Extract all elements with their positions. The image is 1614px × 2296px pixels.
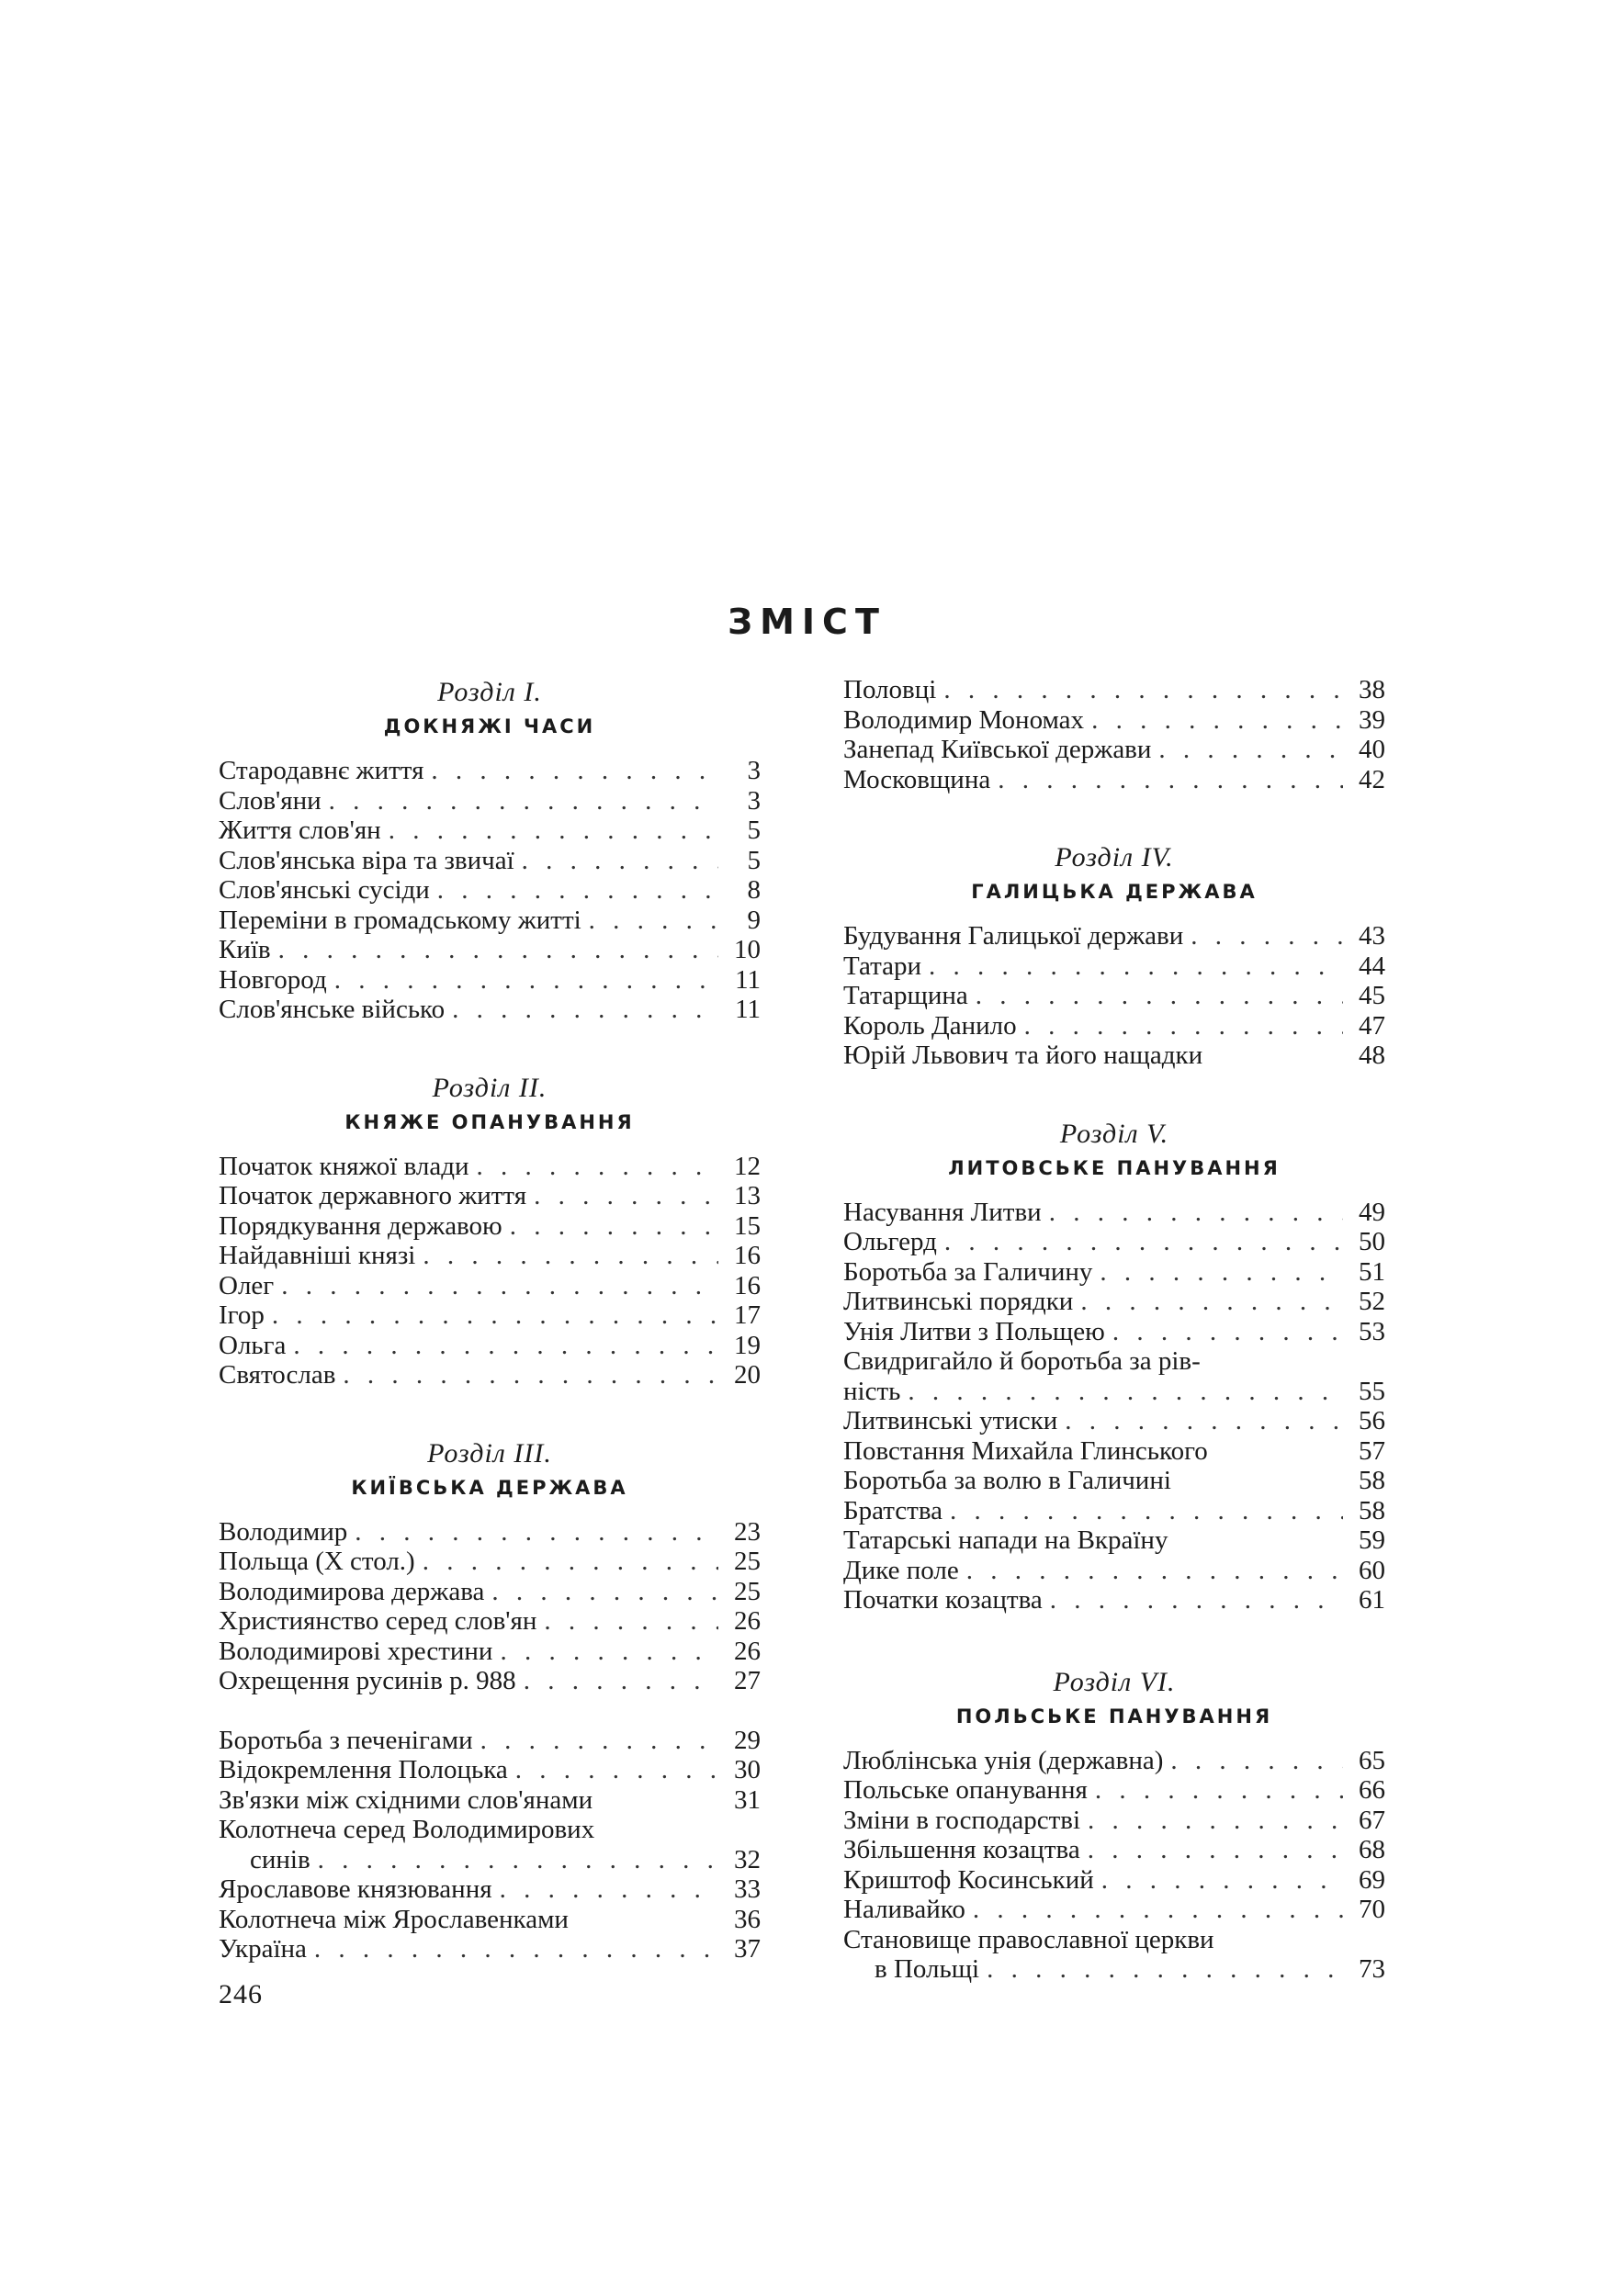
toc-entry-page: 25 xyxy=(734,1547,761,1576)
toc-entry-title: Боротьба за волю в Галичині xyxy=(843,1466,1171,1495)
dot-leader xyxy=(515,1755,718,1785)
toc-entry-page: 33 xyxy=(734,1874,761,1904)
toc-entry-page: 29 xyxy=(734,1725,761,1755)
toc-entry-title: Християнство серед слов'ян xyxy=(219,1606,537,1636)
toc-entry-title: Ігор xyxy=(219,1300,265,1330)
page-number: 246 xyxy=(219,1979,263,2009)
dot-leader xyxy=(998,765,1343,795)
toc-entry[interactable] xyxy=(219,1211,761,1242)
toc-entry-page: 37 xyxy=(734,1934,761,1964)
toc-entry[interactable] xyxy=(219,1300,761,1331)
toc-entry-continuation[interactable] xyxy=(219,1845,761,1875)
toc-entry[interactable] xyxy=(219,965,761,996)
dot-leader xyxy=(491,1577,718,1607)
toc-entry[interactable] xyxy=(843,951,1385,982)
section-3-entries-continued xyxy=(219,1726,761,1964)
toc-entry[interactable] xyxy=(843,921,1385,951)
dot-leader xyxy=(437,875,718,906)
toc-entry-title: Люблінська унія (державна) xyxy=(843,1745,1164,1775)
toc-entry-page: 53 xyxy=(1359,1316,1385,1346)
toc-entry[interactable] xyxy=(843,1806,1385,1836)
section-title: КНЯЖЕ ОПАНУВАННЯ xyxy=(344,1110,635,1133)
dot-leader xyxy=(500,1637,718,1667)
section-1-header xyxy=(219,675,761,743)
dot-leader xyxy=(1158,735,1343,765)
toc-entry-title: Колотнеча серед Володимирових xyxy=(219,1815,595,1844)
dot-leader xyxy=(1049,1198,1343,1228)
toc-entry[interactable] xyxy=(219,1547,761,1577)
toc-entry[interactable] xyxy=(219,1934,761,1964)
toc-entry-page: 16 xyxy=(734,1241,761,1270)
toc-entry-page: 70 xyxy=(1359,1895,1385,1924)
toc-entry[interactable] xyxy=(843,675,1385,705)
toc-entry-title: Боротьба за Галичину xyxy=(843,1256,1093,1287)
toc-entry-title: Боротьба з печенігами xyxy=(219,1725,473,1755)
section-label: Розділ IV. xyxy=(1055,842,1174,872)
section-title: ЛИТОВСЬКЕ ПАНУВАННЯ xyxy=(948,1156,1281,1179)
section-6-entries xyxy=(843,1746,1385,1985)
dot-leader xyxy=(950,1496,1343,1526)
dot-leader xyxy=(1088,1806,1343,1836)
dot-leader xyxy=(314,1934,718,1964)
toc-entry-page: 25 xyxy=(734,1576,761,1606)
toc-entry-title: Юрій Львович та його нащадки xyxy=(843,1041,1203,1070)
toc-entry-title: Початок державного життя xyxy=(219,1181,527,1210)
toc-entry-title: Володимирова держава xyxy=(219,1576,485,1606)
toc-entry-title: Початок княжої влади xyxy=(219,1151,469,1181)
toc-entry[interactable] xyxy=(219,1271,761,1301)
toc-entry-page: 58 xyxy=(1359,1466,1385,1495)
toc-entry[interactable] xyxy=(219,1152,761,1182)
dot-leader xyxy=(908,1377,1343,1407)
toc-entry[interactable] xyxy=(219,846,761,876)
toc-entry[interactable] xyxy=(843,1346,1385,1377)
toc-entry-title: в Польщі xyxy=(875,1954,980,1984)
section-title: ГАЛИЦЬКА ДЕРЖАВА xyxy=(971,881,1258,903)
toc-entry-page: 73 xyxy=(1359,1954,1385,1984)
toc-entry-title: Володимирові хрестини xyxy=(219,1636,493,1666)
toc-entry-title: Татарські напади на Вкраїну xyxy=(843,1525,1168,1555)
dot-leader xyxy=(281,1271,718,1301)
dot-leader xyxy=(355,1517,718,1548)
toc-entry-title: Король Данило xyxy=(843,1010,1017,1041)
toc-entry-title: Колотнеча між Ярославенками xyxy=(219,1904,569,1934)
toc-entry-title: Охрещення русинів р. 988 xyxy=(219,1666,516,1695)
toc-entry-title: ність xyxy=(843,1376,901,1406)
toc-entry-page: 3 xyxy=(747,756,761,785)
dot-leader xyxy=(589,906,718,936)
spacer xyxy=(219,1696,761,1726)
spacer xyxy=(843,1615,1385,1665)
toc-entry[interactable] xyxy=(843,1198,1385,1228)
toc-entry[interactable] xyxy=(219,1666,761,1696)
dot-leader xyxy=(1065,1406,1343,1436)
toc-entry-page: 16 xyxy=(734,1270,761,1300)
toc-entry-page: 9 xyxy=(747,905,761,935)
toc-entry-page: 27 xyxy=(734,1666,761,1695)
dot-leader xyxy=(943,675,1343,705)
dot-leader xyxy=(534,1181,718,1211)
dot-leader xyxy=(522,846,718,876)
toc-entry-page: 40 xyxy=(1359,735,1385,764)
toc-entry-title: Повстання Михайла Глинського xyxy=(843,1435,1208,1466)
toc-entry-title: Слов'яни xyxy=(219,785,322,816)
toc-entry-title: Насування Литви xyxy=(843,1197,1042,1227)
toc-entry-page: 57 xyxy=(1359,1435,1385,1466)
dot-leader xyxy=(944,1227,1343,1257)
toc-entry[interactable] xyxy=(219,1606,761,1637)
dot-leader xyxy=(1101,1865,1343,1896)
toc-entry-page: 67 xyxy=(1359,1805,1385,1835)
toc-entry[interactable] xyxy=(219,1637,761,1667)
toc-entry[interactable] xyxy=(843,1746,1385,1776)
dot-leader xyxy=(477,1152,718,1182)
toc-entry-page: 51 xyxy=(1359,1256,1385,1287)
dot-leader xyxy=(973,1895,1343,1925)
dot-leader xyxy=(423,1547,718,1577)
toc-entry-title: Литвинські утиски xyxy=(843,1406,1058,1435)
toc-entry-page: 44 xyxy=(1359,951,1385,981)
toc-entry-title: Будування Галицької держави xyxy=(843,921,1184,951)
dot-leader xyxy=(423,1241,718,1271)
toc-entry[interactable] xyxy=(843,1257,1385,1288)
toc-entry-title: Братства xyxy=(843,1495,943,1525)
toc-entry-page: 52 xyxy=(1359,1287,1385,1316)
toc-entry-page: 50 xyxy=(1359,1227,1385,1256)
toc-entry-title: Початки козацтва xyxy=(843,1585,1043,1615)
toc-entry-continuation[interactable] xyxy=(843,1377,1385,1407)
section-6-header xyxy=(843,1665,1385,1733)
toc-entry-page: 26 xyxy=(734,1636,761,1666)
toc-entry-title: Олег xyxy=(219,1270,275,1300)
section-2-entries xyxy=(219,1152,761,1390)
dot-leader xyxy=(293,1331,718,1361)
toc-entry[interactable] xyxy=(843,981,1385,1011)
spacer xyxy=(843,1071,1385,1117)
toc-entry[interactable] xyxy=(219,906,761,936)
toc-entry-page: 13 xyxy=(734,1181,761,1210)
toc-entry[interactable] xyxy=(843,705,1385,736)
section-4-header xyxy=(843,840,1385,908)
toc-entry[interactable] xyxy=(219,1755,761,1785)
toc-entry-page: 68 xyxy=(1359,1835,1385,1864)
toc-entry[interactable] xyxy=(219,1874,761,1905)
toc-entry-page: 5 xyxy=(747,845,761,875)
toc-entry[interactable] xyxy=(843,1287,1385,1317)
toc-entry-page: 56 xyxy=(1359,1406,1385,1435)
toc-entry[interactable] xyxy=(219,1577,761,1607)
section-label: Розділ V. xyxy=(1059,1118,1169,1149)
dot-leader xyxy=(1024,1011,1343,1041)
toc-entry-page: 23 xyxy=(734,1516,761,1547)
dot-leader xyxy=(452,995,718,1025)
toc-entry-title: Ольгерд xyxy=(843,1227,937,1256)
toc-entry-title: Найдавніші князі xyxy=(219,1241,416,1270)
toc-entry[interactable] xyxy=(219,816,761,846)
section-label: Розділ I. xyxy=(437,677,542,707)
toc-entry[interactable] xyxy=(843,1525,1385,1556)
toc-entry-title: Україна xyxy=(219,1934,307,1964)
toc-entry[interactable] xyxy=(843,1406,1385,1436)
toc-entry-page: 58 xyxy=(1359,1495,1385,1525)
section-title: ДОКНЯЖІ ЧАСИ xyxy=(383,715,596,737)
toc-entry[interactable] xyxy=(219,1726,761,1756)
toc-entry-title: синів xyxy=(250,1844,310,1874)
dot-leader xyxy=(329,786,718,816)
toc-entry-title: Польське опанування xyxy=(843,1775,1088,1805)
toc-entry-page: 60 xyxy=(1359,1555,1385,1585)
spacer xyxy=(219,1025,761,1071)
toc-entry-page: 69 xyxy=(1359,1864,1385,1895)
toc-entry[interactable] xyxy=(219,1181,761,1211)
toc-entry[interactable] xyxy=(843,1011,1385,1041)
section-5-entries xyxy=(843,1198,1385,1615)
toc-entry[interactable] xyxy=(843,1496,1385,1526)
dot-leader xyxy=(343,1360,718,1390)
toc-entry-page: 47 xyxy=(1359,1010,1385,1041)
dot-leader xyxy=(318,1845,718,1875)
section-1-entries xyxy=(219,756,761,1025)
toc-entry[interactable] xyxy=(219,875,761,906)
toc-entry-page: 12 xyxy=(734,1151,761,1181)
dot-leader xyxy=(929,951,1343,982)
toc-entry[interactable] xyxy=(843,1466,1385,1496)
toc-entry[interactable] xyxy=(219,1785,761,1816)
toc-entry-page: 5 xyxy=(747,816,761,845)
toc-entry-page: 48 xyxy=(1359,1041,1385,1070)
toc-entry-title: Татари xyxy=(843,951,922,981)
spacer xyxy=(219,1390,761,1436)
toc-entry-page: 55 xyxy=(1359,1376,1385,1406)
section-4-entries xyxy=(843,921,1385,1071)
toc-entry-title: Ольга xyxy=(219,1330,287,1360)
toc-entry-page: 11 xyxy=(735,964,761,995)
toc-entry-page: 15 xyxy=(734,1210,761,1241)
toc-entry-title: Зв'язки між східними слов'янами xyxy=(219,1784,593,1815)
toc-entry-title: Польща (X стол.) xyxy=(219,1547,415,1576)
dot-leader xyxy=(480,1726,718,1756)
dot-leader xyxy=(1080,1287,1343,1317)
toc-entry-page: 30 xyxy=(734,1755,761,1784)
section-5-header xyxy=(843,1117,1385,1185)
toc-entry[interactable] xyxy=(843,1895,1385,1925)
toc-entry[interactable] xyxy=(843,1585,1385,1615)
toc-entry-page: 39 xyxy=(1359,704,1385,735)
toc-entry-page: 19 xyxy=(734,1330,761,1360)
toc-entry[interactable] xyxy=(219,995,761,1025)
toc-entry[interactable] xyxy=(219,756,761,786)
toc-entry[interactable] xyxy=(843,1775,1385,1806)
toc-entry[interactable] xyxy=(219,1331,761,1361)
toc-entry-title: Криштоф Косинський xyxy=(843,1864,1094,1895)
toc-entry-title: Володимир xyxy=(219,1516,348,1547)
toc-entry-title: Московщина xyxy=(843,764,991,794)
toc-entry-title: Наливайко xyxy=(843,1895,965,1924)
dot-leader xyxy=(278,935,718,965)
dot-leader xyxy=(1050,1585,1343,1615)
dot-leader xyxy=(1112,1317,1343,1347)
dot-leader xyxy=(1170,1746,1343,1776)
section-2-header xyxy=(219,1071,761,1139)
dot-leader xyxy=(544,1606,718,1637)
dot-leader xyxy=(1100,1257,1343,1288)
toc-entry-title: Ярославове князювання xyxy=(219,1874,492,1904)
toc-entry-title: Становище православної церкви xyxy=(843,1924,1214,1954)
toc-entry-page: 3 xyxy=(747,785,761,816)
section-label: Розділ II. xyxy=(432,1072,547,1103)
toc-entry[interactable] xyxy=(219,1241,761,1271)
toc-right-column xyxy=(843,675,1385,1985)
toc-entry-page: 36 xyxy=(734,1904,761,1934)
toc-entry-title: Половці xyxy=(843,675,937,704)
dot-leader xyxy=(976,981,1343,1011)
toc-entry[interactable] xyxy=(843,1436,1385,1467)
toc-entry[interactable] xyxy=(843,1041,1385,1071)
toc-entry-title: Життя слов'ян xyxy=(219,816,381,845)
toc-entry-title: Зміни в господарстві xyxy=(843,1805,1081,1835)
toc-entry-page: 31 xyxy=(734,1784,761,1815)
section-3-entries-tail xyxy=(843,675,1385,794)
toc-entry-page: 10 xyxy=(734,935,761,964)
toc-entry-page: 65 xyxy=(1359,1745,1385,1775)
toc-entry-title: Відокремлення Полоцька xyxy=(219,1755,508,1784)
section-3-header xyxy=(219,1436,761,1504)
spacer xyxy=(843,794,1385,840)
toc-entry[interactable] xyxy=(219,786,761,816)
toc-entry[interactable] xyxy=(219,1517,761,1548)
toc-entry-title: Київ xyxy=(219,935,271,964)
toc-entry-page: 42 xyxy=(1359,764,1385,794)
toc-entry[interactable] xyxy=(843,1227,1385,1257)
toc-entry-page: 66 xyxy=(1359,1775,1385,1805)
toc-entry-page: 45 xyxy=(1359,981,1385,1010)
toc-entry-page: 32 xyxy=(734,1844,761,1874)
toc-entry-title: Слов'янська віра та звичаї xyxy=(219,845,514,875)
toc-entry[interactable] xyxy=(219,1360,761,1390)
dot-leader xyxy=(524,1666,718,1696)
section-title: ПОЛЬСЬКЕ ПАНУВАННЯ xyxy=(955,1705,1273,1728)
toc-entry-page: 49 xyxy=(1359,1197,1385,1227)
toc-entry-page: 43 xyxy=(1359,921,1385,951)
section-label: Розділ III. xyxy=(427,1437,552,1469)
toc-entry-title: Володимир Мономах xyxy=(843,704,1085,735)
toc-entry-title: Порядкування державою xyxy=(219,1210,502,1241)
toc-entry-page: 38 xyxy=(1359,675,1385,704)
toc-entry-title: Новгород xyxy=(219,964,327,995)
toc-entry-page: 11 xyxy=(735,995,761,1024)
dot-leader xyxy=(1191,921,1343,951)
toc-entry-page: 61 xyxy=(1359,1585,1385,1615)
dot-leader xyxy=(431,756,718,786)
dot-leader xyxy=(334,965,718,996)
dot-leader xyxy=(1091,705,1343,736)
toc-entry[interactable] xyxy=(843,765,1385,795)
dot-leader xyxy=(1095,1775,1343,1806)
toc-entry-title: Унія Литви з Польщею xyxy=(843,1316,1105,1346)
toc-entry[interactable] xyxy=(843,1925,1385,1955)
toc-entry-title: Святослав xyxy=(219,1360,336,1390)
toc-entry[interactable] xyxy=(843,1317,1385,1347)
dot-leader xyxy=(987,1954,1343,1985)
toc-entry-title: Переміни в громадському житті xyxy=(219,905,581,935)
toc-entry-page: 8 xyxy=(747,875,761,905)
toc-entry-page: 20 xyxy=(734,1360,761,1390)
dot-leader xyxy=(500,1874,718,1905)
dot-leader xyxy=(966,1556,1343,1586)
toc-left-column xyxy=(219,675,761,1964)
toc-entry[interactable] xyxy=(843,1865,1385,1896)
dot-leader xyxy=(272,1300,718,1331)
section-3-entries xyxy=(219,1517,761,1696)
toc-entry[interactable] xyxy=(843,1835,1385,1865)
dot-leader xyxy=(510,1211,718,1242)
toc-entry[interactable] xyxy=(219,935,761,965)
toc-entry-page: 26 xyxy=(734,1606,761,1636)
toc-entry[interactable] xyxy=(843,735,1385,765)
toc-entry-title: Слов'янське військо xyxy=(219,995,446,1024)
toc-entry-continuation[interactable] xyxy=(843,1954,1385,1985)
section-title: КИЇВСЬКА ДЕРЖАВА xyxy=(351,1476,628,1499)
toc-entry-page: 59 xyxy=(1359,1525,1385,1555)
section-label: Розділ VI. xyxy=(1053,1666,1176,1697)
toc-entry[interactable] xyxy=(219,1815,761,1845)
dot-leader xyxy=(1088,1835,1343,1865)
toc-entry-page: 17 xyxy=(734,1300,761,1330)
toc-entry-title: Занепад Київської держави xyxy=(843,735,1152,764)
page-title: ЗМІСТ xyxy=(728,602,886,642)
toc-entry[interactable] xyxy=(219,1905,761,1935)
toc-entry-title: Свидригайло й боротьба за рів- xyxy=(843,1346,1201,1376)
toc-entry-title: Дике поле xyxy=(843,1555,959,1585)
toc-entry-title: Татарщина xyxy=(843,981,968,1010)
toc-entry[interactable] xyxy=(843,1556,1385,1586)
dot-leader xyxy=(389,816,718,846)
toc-entry-title: Литвинські порядки xyxy=(843,1287,1074,1316)
toc-entry-title: Стародавнє життя xyxy=(219,756,424,785)
toc-entry-title: Збільшення козацтва xyxy=(843,1835,1080,1864)
toc-entry-title: Слов'янські сусіди xyxy=(219,875,430,905)
